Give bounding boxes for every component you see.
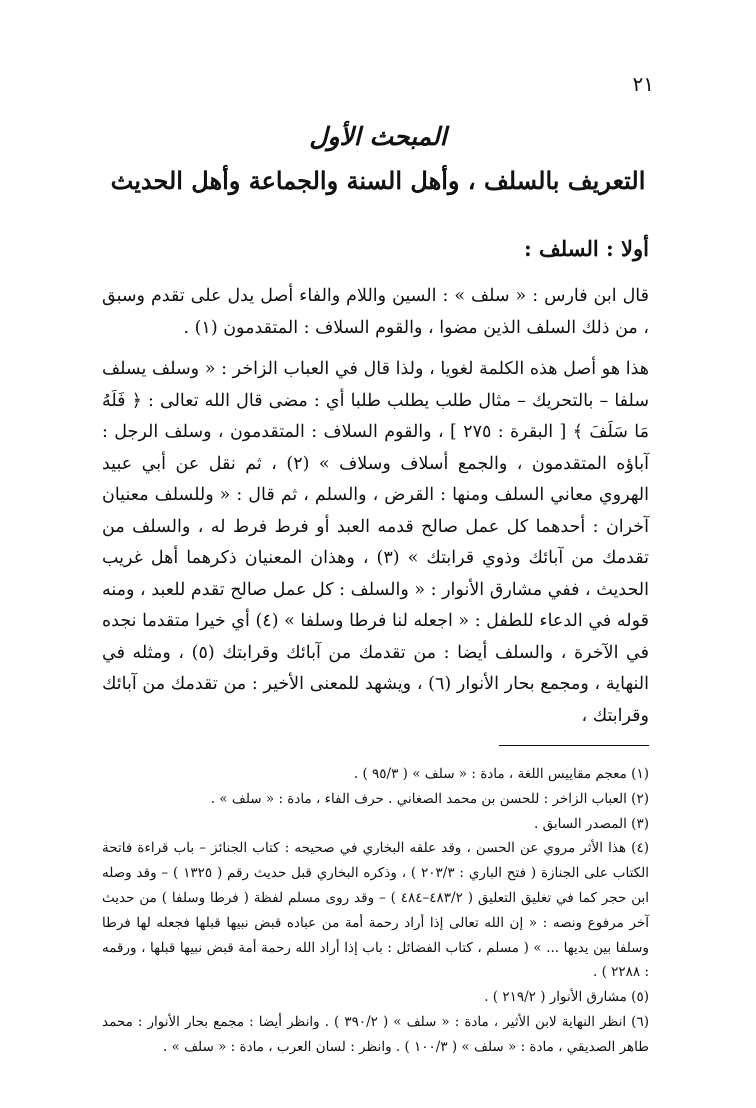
- paragraph: هذا هو أصل هذه الكلمة لغويا ، ولذا قال في العباب الزاخر : « وسلف يسلف سلفا – بالتحريك – مثال طلب يطلب طلبا أي : مضى قال الله تعالى : ﴿ فَلَهُ مَا سَلَفَ ﴾ [ البقرة : ٢٧٥ ] ، والقوم السلاف : المتقدمون ، وسلف الرجل : آباؤه المتقدمون ، والجمع أسلاف وسلاف » (٢) ، ثم نقل عن أبي عبيد الهروي معاني السلف ومنها : القرض ، والسلم ، ثم قال : « وللسلف معنيان آخران : أحدهما كل عمل صالح قدمه العبد أو فرط فرط له ، والسلف من تقدمك من آبائك وذوي قرابتك » (٣) ، وهذان المعنيان ذكرهما أهل غريب الحديث ، ففي مشارق الأنوار : « والسلف : كل عمل صالح تقدم للعبد ، ومنه قوله في الدعاء للطفل : « اجعله لنا فرطا وسلفا » (٤) أي خيرا متقدما نجده في الآخرة ، والسلف أيضا : من تقدمك من آبائك وقرابتك (٥) ، ومثله في النهاية ، ومجمع بحار الأنوار (٦) ، ويشهد للمعنى الأخير : من تقدمك من آبائك وقرابتك ،: [102, 359, 649, 726]
- body-text: [102, 281, 649, 732]
- footnote-divider: [499, 745, 649, 746]
- footnote: (٥) مشارق الأنوار ( ٢١٩/٢ ) .: [484, 989, 649, 1006]
- footnote: (٦) انظر النهاية لابن الأثير ، مادة : « سلف » ( ٣٩٠/٢ ) . وانظر أيضا : مجمع بحار الأنوار : محمد طاهر الصديقي ، مادة : « سلف » ( ١٠٠/٣ ) . وانظر : لسان العرب ، مادة : « سلف » .: [102, 1013, 649, 1055]
- footnotes: [102, 762, 649, 1060]
- subheading-salaf: أولا : السلف :: [523, 236, 649, 261]
- paragraph: قال ابن فارس : « سلف » : السين واللام والفاء أصل يدل على تقدم وسبق ، من ذلك السلف الذين مضوا ، والقوم السلاف : المتقدمون (١) .: [102, 286, 649, 338]
- page-number: ٢١: [632, 72, 654, 96]
- footnote: (٤) هذا الأثر مروي عن الحسن ، وقد علقه البخاري في صحيحه : كتاب الجنائز – باب قراءة فاتحة الكتاب على الجنازة ( فتح الباري : ٢٠٣/٣ ) ، وذكره البخاري قبل حديث رقم ( ١٣٢٥ ) – وقد وصله ابن حجر كما في تغليق التعليق ( ٤٨٣/٢–٤٨٤ ) – وقد روى مسلم لفظة ( فرطا وسلفا ) من حديث آخر مرفوع ونصه : « إن الله تعالى إذا أراد رحمة أمة من عباده قبض نبيها قبلها فجعله لها فرطا وسلفا بين يديها ... » ( مسلم ، كتاب الفضائل : باب إذا أراد الله رحمة أمة قبض نبيها قبلها ، ورقمه : ٢٢٨٨ ) .: [102, 840, 649, 981]
- section-subtitle: التعريف بالسلف ، وأهل السنة والجماعة وأهل الحديث: [110, 166, 646, 195]
- footnote: (٣) المصدر السابق .: [534, 815, 649, 832]
- footnote: (١) معجم مقاييس اللغة ، مادة : « سلف » ( ٩٥/٣ ) .: [353, 766, 649, 782]
- section-title: المبحث الأول: [309, 122, 447, 151]
- footnote: (٢) العباب الزاخر : للحسن بن محمد الصغاني . حرف الفاء ، مادة : « سلف » .: [210, 790, 649, 807]
